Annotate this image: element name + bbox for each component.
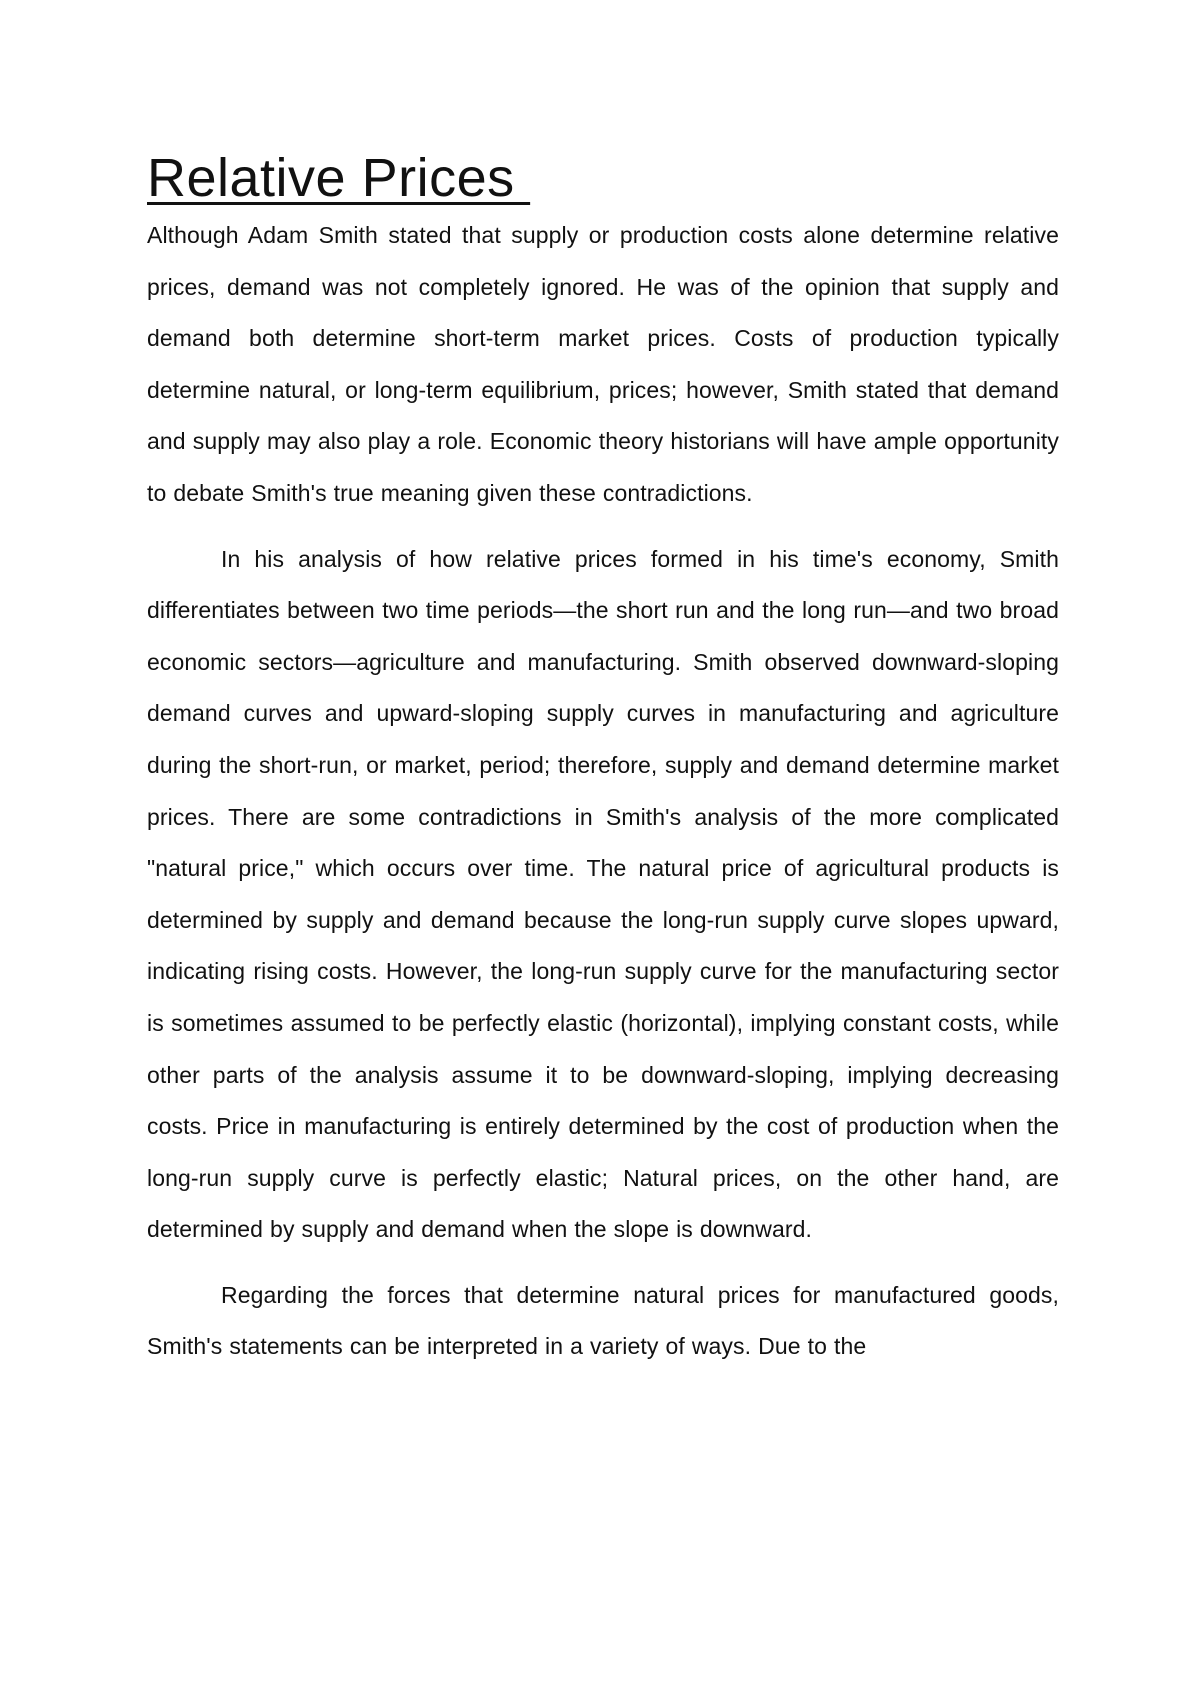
paragraph-1: Although Adam Smith stated that supply or production costs alone determine relative prices, demand was not completely ignored. He was of the opinion that supply and demand both determine short-term market prices. Costs of production typically determine natural, or long-term equilibrium, prices; however, Smith stated that demand and supply may also play a role. Economic theory historians will have ample opportunity to debate Smith's true meaning given these contradictions. — [147, 222, 1059, 506]
paragraph-3: Regarding the forces that determine natural prices for manufactured goods, Smith's statements can be interpreted in a variety of ways. Due to the — [147, 1281, 1059, 1360]
document-body — [147, 146, 1059, 1373]
paragraph-2: In his analysis of how relative prices formed in his time's economy, Smith differentiates between two time periods—the short run and the long run—and two broad economic sectors—agriculture and manufacturing. Smith observed downward-sloping demand curves and upward-sloping supply curves in manufacturing and agriculture during the short-run, or market, period; therefore, supply and demand determine market prices. There are some contradictions in Smith's analysis of the more complicated "natural price," which occurs over time. The natural price of agricultural products is determined by supply and demand because the long-run supply curve slopes upward, indicating rising costs. However, the long-run supply curve for the manufacturing sector is sometimes assumed to be perfectly elastic (horizontal), implying constant costs, while other parts of the analysis assume it to be downward-sloping, implying decreasing costs. Price in manufacturing is entirely determined by the cost of production when the long-run supply curve is perfectly elastic; Natural prices, on the other hand, are determined by supply and demand when the slope is downward. — [147, 545, 1059, 1243]
document-title: Relative Prices — [147, 148, 531, 208]
